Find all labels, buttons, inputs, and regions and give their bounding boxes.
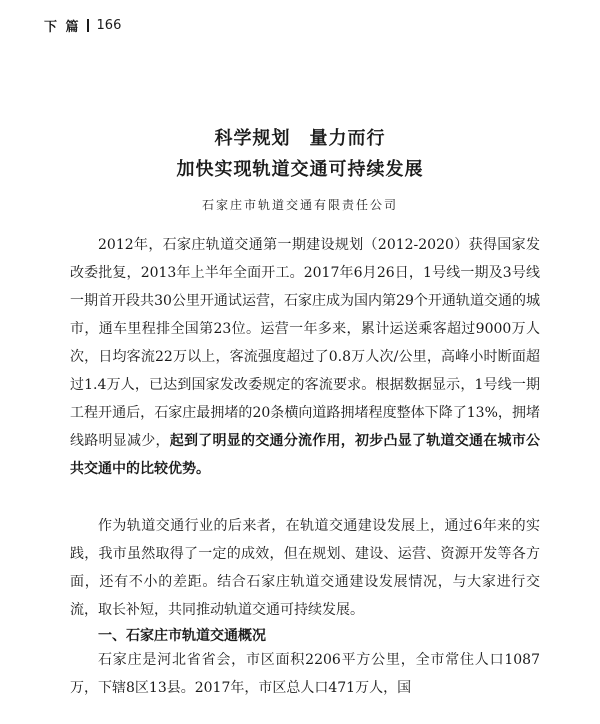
paragraph-1-text: 2012年，石家庄轨道交通第一期建设规划（2012-2020）获得国家发改委批复，2013年上半年全面开工。2017年6月26日，1号线一期及3号线一期首开段共30公里开通试运营，石家庄成为国内第29个开通轨道交通的城市，通车里程排全国第23位。运营一年多来，累计运送乘客超过9000万人次，日均客流22万以上，客流强度超过了0.8万人次/公里，高峰小时断面超过1.4万人，已达到国家发改委规定的客流要求。根据数据显示，1号线一期工程开通后，石家庄最拥堵的20条横向道路拥堵程度整体下降了13%，拥堵线路明显减少， bbox=[70, 237, 540, 449]
paragraph-1-emphasis: 起到了明显的交通分流作用，初步凸显了轨道交通在城市公共交通中的比较优势。 bbox=[70, 433, 540, 477]
paragraph-3 bbox=[70, 646, 540, 702]
article-title-line2: 加快实现轨道交通可持续发展 bbox=[176, 159, 424, 180]
paragraph-1 bbox=[70, 231, 540, 483]
article-title-line1: 科学规划 量力而行 bbox=[214, 128, 386, 149]
paragraph-3-text: 石家庄是河北省省会，市区面积2206平方公里，全市常住人口1087万，下辖8区13县。2017年，市区总人口471万人，国 bbox=[70, 652, 540, 696]
running-header bbox=[44, 16, 121, 35]
article-author: 石家庄市轨道交通有限责任公司 bbox=[201, 198, 398, 212]
page-number: 166 bbox=[96, 18, 122, 33]
section-heading-1: 一、石家庄市轨道交通概况 bbox=[98, 628, 266, 644]
paragraph-2 bbox=[70, 512, 540, 624]
header-divider bbox=[87, 19, 89, 32]
section-label: 下 篇 bbox=[44, 20, 81, 35]
paragraph-2-text: 作为轨道交通行业的后来者，在轨道交通建设发展上，通过6年来的实践，我市虽然取得了一定的成效，但在规划、建设、运营、资源开发等各方面，还有不小的差距。结合石家庄轨道交通建设发展情况，与大家进行交流，取长补短，共同推动轨道交通可持续发展。 bbox=[70, 518, 540, 618]
